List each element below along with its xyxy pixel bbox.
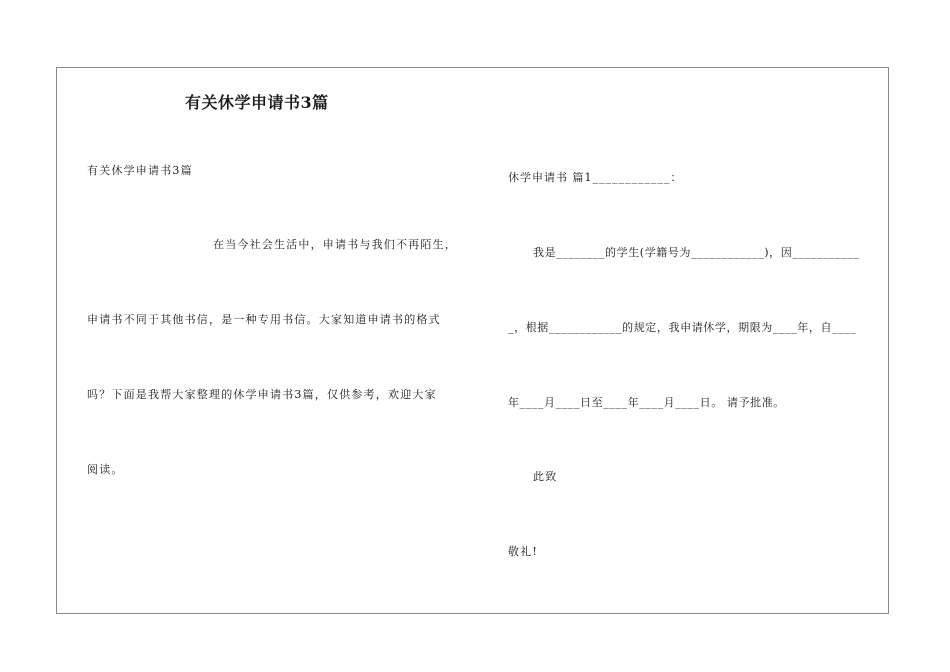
left-paragraph-line-2: 申请书不同于其他书信，是一种专用书信。大家知道申请书的格式 — [87, 313, 441, 326]
left-paragraph-line-4: 阅读。 — [87, 463, 124, 476]
right-body-line-2: _，根据____________的规定，我申请休学，期限为____年，自____ — [508, 321, 857, 334]
right-heading: 休学申请书 篇1____________： — [508, 171, 683, 184]
right-body-line-1: 我是________的学生(学籍号为____________)，因___________ — [533, 246, 860, 259]
left-subtitle: 有关休学申请书3篇 — [87, 164, 193, 177]
left-paragraph-line-3: 吗？下面是我帮大家整理的休学申请书3篇，仅供参考，欢迎大家 — [87, 388, 437, 401]
left-paragraph-line-1: 在当今社会生活中，申请书与我们不再陌生， — [213, 238, 457, 251]
salutation-text: 敬礼! — [508, 545, 539, 558]
document-title: 有关休学申请书3篇 — [185, 93, 329, 112]
right-body-line-3: 年____月____日至____年____月____日。 请予批准。 — [508, 396, 785, 409]
closing-text: 此致 — [533, 470, 558, 483]
page-border — [56, 67, 889, 614]
